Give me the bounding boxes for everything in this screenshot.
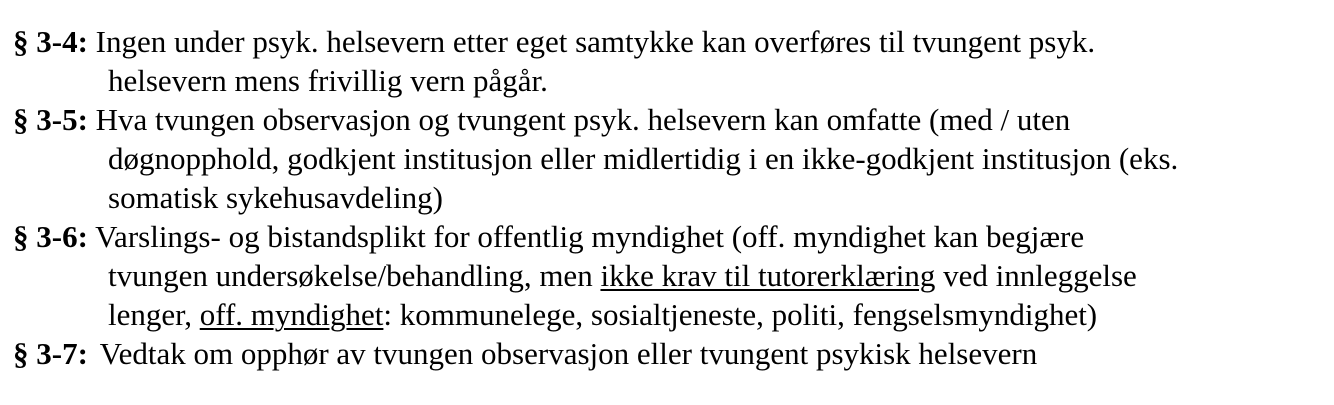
document-body — [0, 22, 1334, 373]
section-text-line: helsevern mens frivillig vern pågår. — [108, 63, 548, 98]
section-3-7 — [0, 334, 1334, 373]
text-run: lenger, — [108, 297, 200, 332]
section-text-line — [108, 256, 1334, 295]
section-text-line: Ingen under psyk. helsevern etter eget samtykke kan overføres til tvungent psyk. — [95, 24, 1096, 59]
text-run: : kommunelege, sosialtjeneste, politi, fengselsmyndighet) — [383, 297, 1098, 332]
underlined-text: off. myndighet — [199, 297, 384, 332]
text-run: ved innleggelse — [935, 258, 1137, 293]
section-text-line — [108, 295, 1334, 334]
section-text-line: døgnopphold, godkjent institusjon eller midlertidig i en ikke-godkjent institusjon (eks. — [108, 141, 1179, 176]
underlined-text: ikke krav til tutorerklæring — [600, 258, 936, 293]
section-3-5 — [0, 100, 1334, 217]
section-number: § 3-7: — [13, 336, 88, 371]
section-text-line: Varslings- og bistandsplikt for offentlig myndighet (off. myndighet kan begjære — [95, 219, 1085, 254]
text-run: tvungen undersøkelse/behandling, men — [108, 258, 601, 293]
section-3-4 — [0, 22, 1334, 100]
section-number: § 3-5: — [13, 102, 88, 137]
section-text-line: Vedtak om opphør av tvungen observasjon eller tvungent psykisk helsevern — [99, 336, 1038, 371]
section-text-line: somatisk sykehusavdeling) — [108, 180, 443, 215]
section-3-6 — [0, 217, 1334, 334]
section-text-line: Hva tvungen observasjon og tvungent psyk. helsevern kan omfatte (med / uten — [95, 102, 1071, 137]
section-number: § 3-6: — [13, 219, 88, 254]
section-number: § 3-4: — [13, 24, 88, 59]
